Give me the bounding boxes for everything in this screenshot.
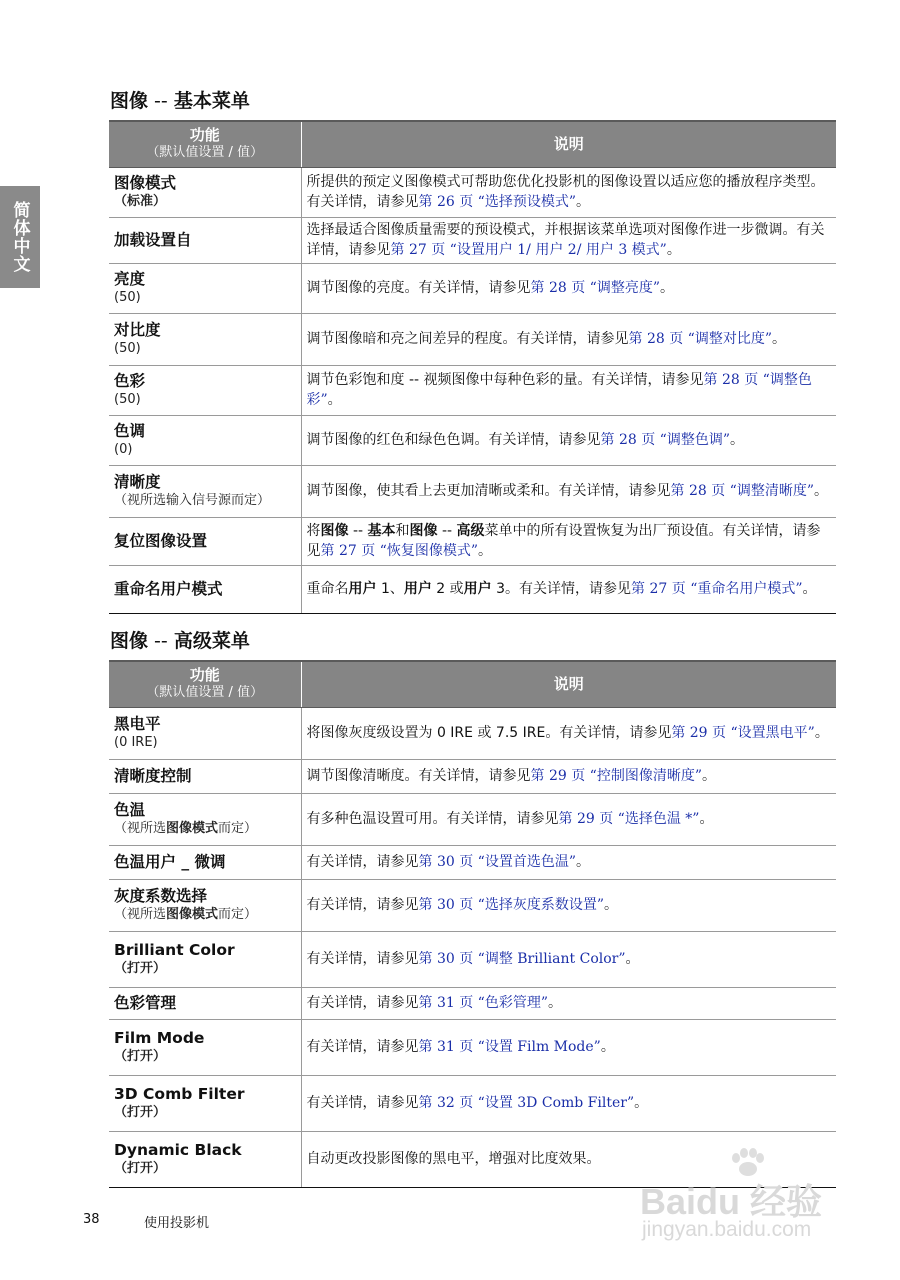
basic-section-title bbox=[110, 86, 250, 113]
footer-section-title: 使用投影机 bbox=[144, 1216, 210, 1231]
function-cell bbox=[109, 167, 301, 217]
function-cell bbox=[109, 465, 301, 517]
description-text: 2 或 bbox=[431, 581, 464, 597]
function-default bbox=[114, 820, 296, 837]
function-cell bbox=[109, 313, 301, 365]
watermark-logo: Baidu 经验 bbox=[640, 1181, 823, 1222]
cross-reference-link[interactable]: 第 27 页 “重命名用户模式” bbox=[631, 581, 803, 597]
default-text-bold: 图像模式 bbox=[166, 821, 219, 836]
function-name: 图像模式 bbox=[114, 174, 177, 192]
description-cell bbox=[301, 987, 836, 1019]
function-cell bbox=[109, 365, 301, 415]
description-end: 。 bbox=[327, 392, 342, 408]
header-function: 功能 （默认值设置 / 值） bbox=[109, 121, 301, 167]
table-row bbox=[109, 1075, 836, 1131]
function-cell bbox=[109, 1131, 301, 1187]
table-row bbox=[109, 793, 836, 845]
description-end: 。 bbox=[575, 194, 590, 210]
description-end: 。 bbox=[813, 483, 828, 499]
cross-reference-link[interactable]: 第 28 页 “调整亮度” bbox=[530, 280, 660, 296]
table-row bbox=[109, 987, 836, 1019]
description-text: 调节图像暗和亮之间差异的程度。有关详情，请参见 bbox=[306, 331, 629, 347]
default-text: 而定） bbox=[218, 907, 258, 922]
function-name: 清晰度控制 bbox=[114, 766, 192, 785]
description-cell bbox=[301, 565, 836, 613]
description-end: 。 bbox=[659, 280, 674, 296]
description-end: 。 bbox=[666, 242, 681, 258]
description-bold: 用户 bbox=[348, 581, 377, 597]
advanced-menu-table bbox=[109, 660, 836, 1188]
description-cell bbox=[301, 415, 836, 465]
description-text: 所提供的预定义图像模式可帮助您优化投影机的图像设置以适应您的播放程序类型。有关详情，请参见 bbox=[306, 174, 825, 210]
function-name: 加载设置自 bbox=[114, 230, 192, 249]
function-name: 色彩 bbox=[114, 372, 146, 390]
description-text: 有关详情，请参见 bbox=[306, 951, 419, 967]
header-description: 说明 bbox=[301, 661, 836, 707]
default-text: 而定） bbox=[218, 821, 258, 836]
description-cell bbox=[301, 263, 836, 313]
table-row bbox=[109, 707, 836, 759]
description-cell bbox=[301, 1075, 836, 1131]
header-description: 说明 bbox=[301, 121, 836, 167]
description-text: 将图像灰度级设置为 0 IRE 或 7.5 IRE。有关详情，请参见 bbox=[306, 725, 672, 741]
function-cell bbox=[109, 1019, 301, 1075]
cross-reference-link[interactable]: 第 32 页 “设置 3D Comb Filter” bbox=[418, 1095, 635, 1111]
function-cell bbox=[109, 263, 301, 313]
function-cell bbox=[109, 759, 301, 793]
table-row bbox=[109, 465, 836, 517]
description-end: 。 bbox=[603, 897, 618, 913]
baidu-watermark bbox=[640, 1148, 870, 1248]
function-name: 重命名用户模式 bbox=[114, 579, 223, 598]
description-end: 。 bbox=[701, 768, 716, 784]
title-sub: 基本菜单 bbox=[173, 90, 250, 112]
function-name: 对比度 bbox=[114, 321, 161, 339]
function-cell bbox=[109, 793, 301, 845]
description-end: 。 bbox=[477, 543, 492, 559]
description-cell bbox=[301, 759, 836, 793]
title-sub: 高级菜单 bbox=[173, 630, 250, 652]
function-name: Brilliant Color bbox=[114, 941, 235, 959]
description-bold: 图像 bbox=[320, 523, 349, 539]
cross-reference-link[interactable]: 第 30 页 “设置首选色温” bbox=[418, 854, 576, 870]
description-text: 选择最适合图像质量需要的预设模式，并根据该菜单选项对图像作进一步微调。有关详情，请参见 bbox=[306, 222, 825, 258]
description-text: 有关详情，请参见 bbox=[306, 897, 419, 913]
description-text: 菜单中的所有设置恢复为出厂预设值。有关详情，请参见 bbox=[306, 523, 821, 559]
function-cell bbox=[109, 565, 301, 613]
cross-reference-link[interactable]: 第 30 页 “选择灰度系数设置” bbox=[418, 897, 604, 913]
description-cell bbox=[301, 879, 836, 931]
description-text: 3。有关详情，请参见 bbox=[491, 581, 632, 597]
description-cell bbox=[301, 931, 836, 987]
description-end: 。 bbox=[802, 581, 817, 597]
description-text: 有关详情，请参见 bbox=[306, 1095, 419, 1111]
advanced-table-body bbox=[109, 707, 836, 1187]
function-name: 色温用户 _ 微调 bbox=[114, 852, 226, 871]
table-row bbox=[109, 415, 836, 465]
description-cell bbox=[301, 365, 836, 415]
table-row bbox=[109, 565, 836, 613]
table-row bbox=[109, 931, 836, 987]
function-default: （打开） bbox=[114, 1105, 167, 1120]
description-bold: 基本 bbox=[367, 523, 396, 539]
description-text: 自动更改投影图像的黑电平，增强对比度效果。 bbox=[306, 1151, 601, 1167]
table-row bbox=[109, 759, 836, 793]
description-text: 调节图像的红色和绿色色调。有关详情，请参见 bbox=[306, 432, 601, 448]
description-text: 将 bbox=[306, 523, 321, 539]
description-text: -- bbox=[348, 523, 368, 539]
description-text: 有关详情，请参见 bbox=[306, 854, 419, 870]
function-default: （打开） bbox=[114, 1161, 167, 1176]
description-cell bbox=[301, 793, 836, 845]
cross-reference-link[interactable]: 第 31 页 “设置 Film Mode” bbox=[418, 1039, 601, 1055]
page-number: 38 bbox=[83, 1212, 100, 1227]
function-cell bbox=[109, 1075, 301, 1131]
description-text: 和 bbox=[395, 523, 410, 539]
description-end: 。 bbox=[600, 1039, 615, 1055]
default-text: （视所选 bbox=[114, 907, 167, 922]
function-name: 色彩管理 bbox=[114, 993, 177, 1012]
table-row bbox=[109, 217, 836, 263]
description-end: 。 bbox=[771, 331, 786, 347]
description-end: 。 bbox=[634, 1095, 649, 1111]
description-cell bbox=[301, 517, 836, 565]
description-cell bbox=[301, 465, 836, 517]
function-name: Film Mode bbox=[114, 1029, 205, 1047]
default-text-bold: 图像模式 bbox=[166, 907, 219, 922]
description-end: 。 bbox=[547, 995, 562, 1011]
cross-reference-link[interactable]: 第 31 页 “色彩管理” bbox=[418, 995, 548, 1011]
cross-reference-link[interactable]: 第 28 页 “调整对比度” bbox=[628, 331, 772, 347]
function-name: 清晰度 bbox=[114, 473, 161, 491]
watermark-url: jingyan.baidu.com bbox=[642, 1218, 812, 1241]
advanced-section-title bbox=[110, 626, 250, 653]
description-text: 1、 bbox=[376, 581, 404, 597]
description-end: 。 bbox=[575, 854, 590, 870]
description-end: 。 bbox=[729, 432, 744, 448]
table-row bbox=[109, 365, 836, 415]
function-default: (50) bbox=[114, 392, 141, 407]
function-name: 灰度系数选择 bbox=[114, 887, 208, 905]
description-cell bbox=[301, 313, 836, 365]
table-row bbox=[109, 845, 836, 879]
default-text: （视所选 bbox=[114, 821, 167, 836]
cross-reference-link[interactable]: 第 29 页 “控制图像清晰度” bbox=[530, 768, 702, 784]
function-cell bbox=[109, 217, 301, 263]
table-row bbox=[109, 263, 836, 313]
description-bold: 高级 bbox=[456, 523, 485, 539]
header-function-sub: （默认值设置 / 值） bbox=[146, 685, 264, 701]
cross-reference-link[interactable]: 第 28 页 “调整色调” bbox=[600, 432, 730, 448]
description-text: 有多种色温设置可用。有关详情，请参见 bbox=[306, 811, 559, 827]
function-default: （标准） bbox=[114, 194, 167, 209]
function-cell bbox=[109, 517, 301, 565]
description-bold: 用户 bbox=[403, 581, 432, 597]
function-name: 亮度 bbox=[114, 270, 146, 288]
description-cell bbox=[301, 217, 836, 263]
description-text: 有关详情，请参见 bbox=[306, 1039, 419, 1055]
description-text: 调节图像清晰度。有关详情，请参见 bbox=[306, 768, 531, 784]
description-end: 。 bbox=[625, 951, 640, 967]
cross-reference-link[interactable]: 第 29 页 “设置黑电平” bbox=[671, 725, 815, 741]
function-cell bbox=[109, 931, 301, 987]
description-bold: 用户 bbox=[463, 581, 492, 597]
description-cell bbox=[301, 845, 836, 879]
basic-menu-table bbox=[109, 120, 836, 614]
description-text: 重命名 bbox=[306, 581, 349, 597]
function-default: (50) bbox=[114, 341, 141, 356]
title-sep: -- bbox=[148, 90, 174, 112]
description-text: 调节图像的亮度。有关详情，请参见 bbox=[306, 280, 531, 296]
title-sep: -- bbox=[148, 630, 174, 652]
function-default: (0) bbox=[114, 442, 133, 457]
description-cell bbox=[301, 1019, 836, 1075]
table-row bbox=[109, 313, 836, 365]
description-text: 调节图像，使其看上去更加清晰或柔和。有关详情，请参见 bbox=[306, 483, 671, 499]
function-default: （打开） bbox=[114, 1049, 167, 1064]
function-cell bbox=[109, 987, 301, 1019]
table-row bbox=[109, 879, 836, 931]
function-name: Dynamic Black bbox=[114, 1141, 242, 1159]
description-bold: 图像 bbox=[409, 523, 438, 539]
cross-reference-link[interactable]: 第 27 页 “恢复图像模式” bbox=[320, 543, 478, 559]
cross-reference-link[interactable]: 第 28 页 “调整清晰度” bbox=[670, 483, 814, 499]
description-text: 调节色彩饱和度 -- 视频图像中每种色彩的量。有关详情，请参见 bbox=[306, 372, 704, 388]
table-row bbox=[109, 167, 836, 217]
cross-reference-link[interactable]: 第 26 页 “选择预设模式” bbox=[418, 194, 576, 210]
cross-reference-link[interactable]: 第 28 页 “调整色彩” bbox=[306, 372, 812, 408]
header-function: 功能 （默认值设置 / 值） bbox=[109, 661, 301, 707]
function-cell bbox=[109, 707, 301, 759]
function-default: (0 IRE) bbox=[114, 735, 158, 750]
function-name: 复位图像设置 bbox=[114, 531, 208, 550]
language-side-tab: 简体中文 bbox=[0, 186, 40, 288]
table-row bbox=[109, 1019, 836, 1075]
header-function-sub: （默认值设置 / 值） bbox=[146, 145, 264, 161]
title-main: 图像 bbox=[110, 630, 149, 652]
function-cell bbox=[109, 845, 301, 879]
description-cell bbox=[301, 707, 836, 759]
function-default: （打开） bbox=[114, 961, 167, 976]
basic-table-body bbox=[109, 167, 836, 613]
function-cell bbox=[109, 879, 301, 931]
function-name: 色温 bbox=[114, 801, 146, 819]
function-cell bbox=[109, 415, 301, 465]
cross-reference-link[interactable]: 第 27 页 “设置用户 1/ 用户 2/ 用户 3 模式” bbox=[390, 242, 667, 258]
description-text: -- bbox=[437, 523, 457, 539]
function-name: 3D Comb Filter bbox=[114, 1085, 245, 1103]
description-end: 。 bbox=[814, 725, 829, 741]
description-end: 。 bbox=[699, 811, 714, 827]
description-cell bbox=[301, 167, 836, 217]
function-name: 黑电平 bbox=[114, 715, 161, 733]
function-default bbox=[114, 906, 296, 923]
cross-reference-link[interactable]: 第 30 页 “调整 Brilliant Color” bbox=[418, 951, 626, 967]
title-main: 图像 bbox=[110, 90, 149, 112]
cross-reference-link[interactable]: 第 29 页 “选择色温 *” bbox=[558, 811, 700, 827]
function-default: (50) bbox=[114, 290, 141, 305]
function-name: 色调 bbox=[114, 422, 146, 440]
description-text: 有关详情，请参见 bbox=[306, 995, 419, 1011]
function-default: （视所选输入信号源而定） bbox=[114, 493, 271, 508]
table-row bbox=[109, 517, 836, 565]
